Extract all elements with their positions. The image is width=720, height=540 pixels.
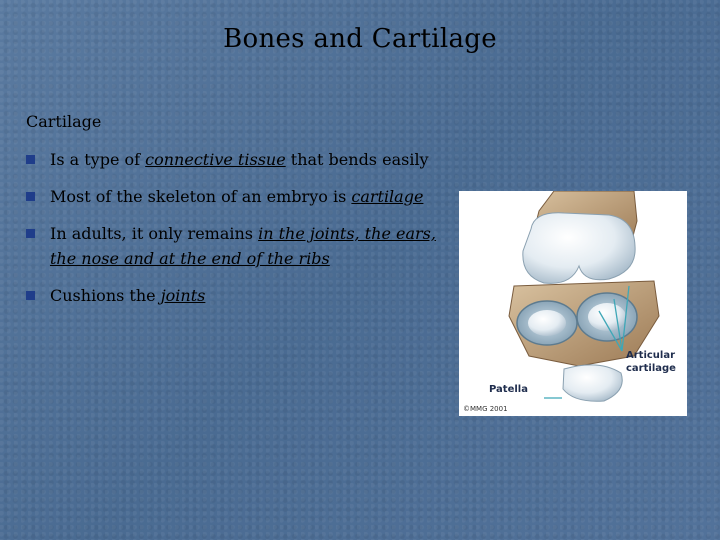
label-articular: Articular (626, 350, 676, 361)
bullet-link: in the joints, the ears, the nose and at the end of the ribs (50, 224, 436, 268)
label-cartilage: cartilage (626, 363, 676, 374)
bullet-text: that bends easily (285, 150, 429, 169)
knee-diagram (459, 191, 687, 416)
section-heading: Cartilage (26, 112, 102, 131)
copyright-text: ©MMG 2001 (463, 405, 508, 413)
label-patella: Patella (489, 384, 528, 395)
bullet-link: joints (160, 286, 206, 305)
bullet-item (26, 147, 446, 172)
bullet-item (26, 184, 446, 209)
bullet-text: Cushions the (50, 286, 161, 305)
bullet-link: connective tissue (145, 150, 286, 169)
square-bullet-icon (26, 229, 35, 238)
bullet-item (26, 283, 446, 308)
square-bullet-icon (26, 192, 35, 201)
bullet-item (26, 221, 446, 271)
content-block (26, 112, 446, 320)
bullet-text: In adults, it only remains (50, 224, 259, 243)
square-bullet-icon (26, 155, 35, 164)
patella-bone (563, 365, 622, 401)
knee-cartilage-illustration (459, 191, 687, 416)
femoral-cartilage (523, 213, 635, 284)
bullet-text: Is a type of (50, 150, 146, 169)
slide-title: Bones and Cartilage (223, 24, 497, 54)
bullet-text: Most of the skeleton of an embryo is (50, 187, 352, 206)
bullet-link: cartilage (351, 187, 424, 206)
square-bullet-icon (26, 291, 35, 300)
